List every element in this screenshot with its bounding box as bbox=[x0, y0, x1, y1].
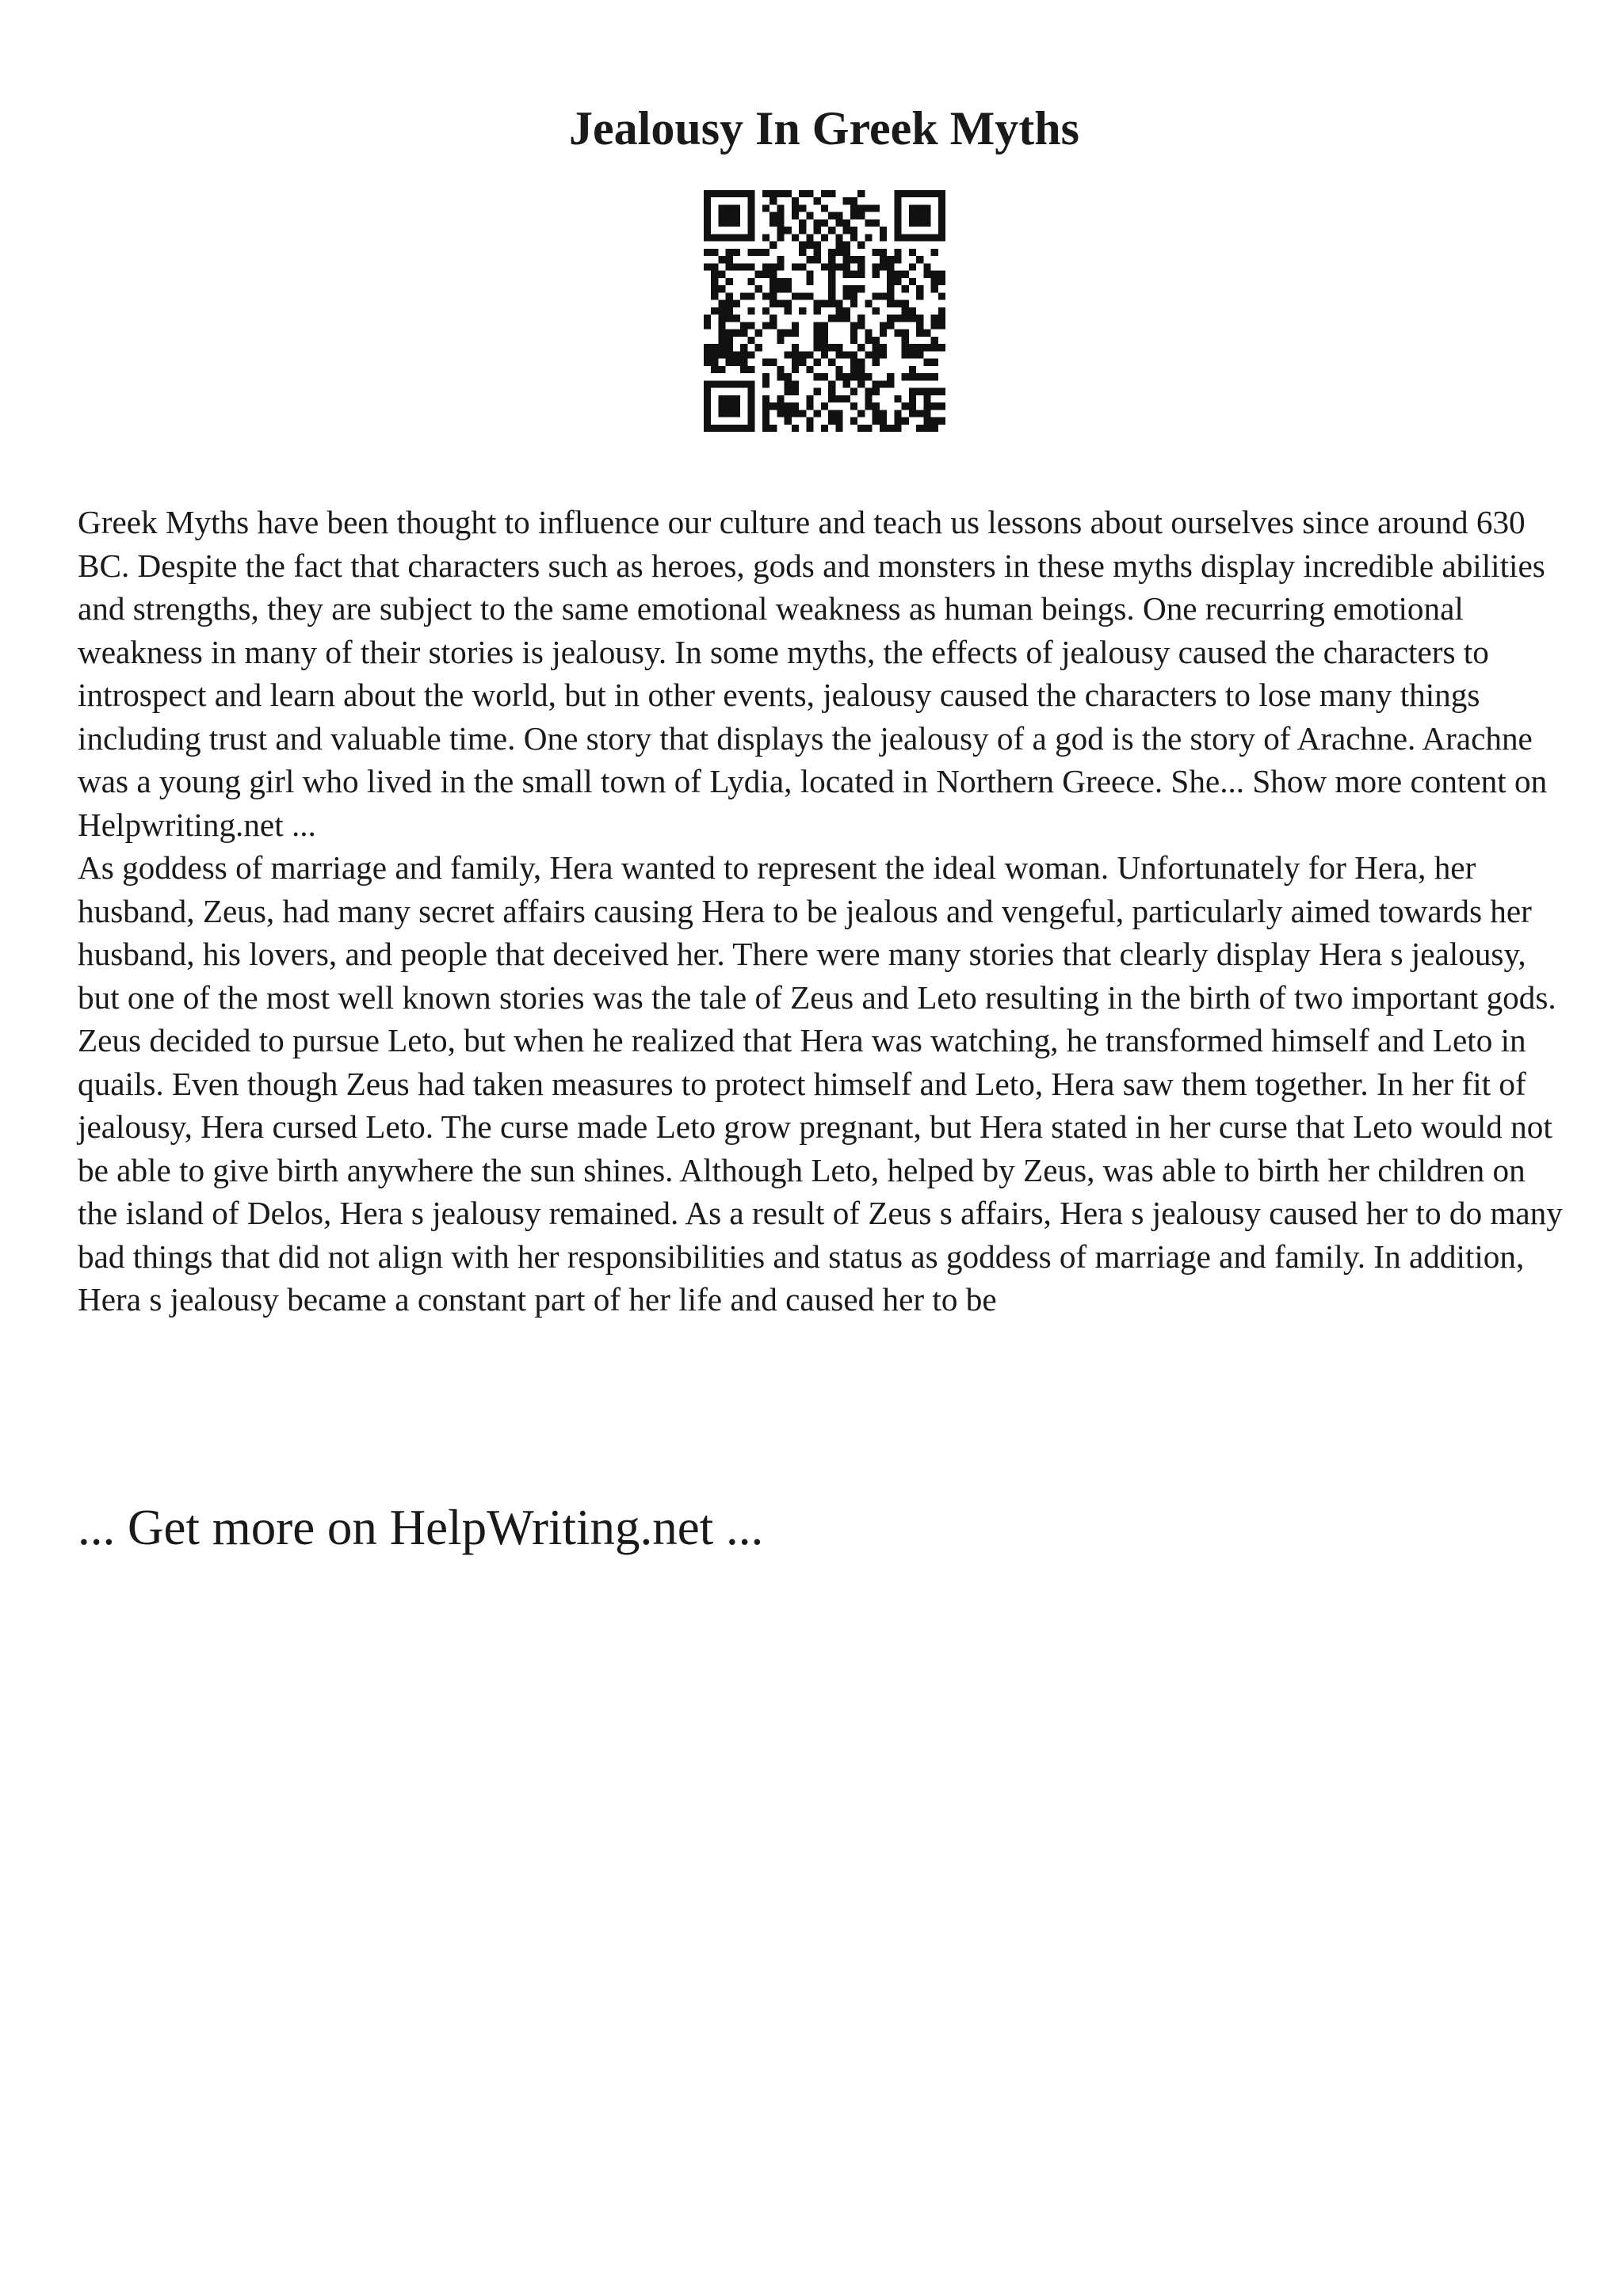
article-body bbox=[78, 501, 1568, 1322]
page-title: Jealousy In Greek Myths bbox=[569, 102, 1079, 154]
get-more-link[interactable]: ... Get more on HelpWriting.net ... bbox=[78, 1500, 764, 1555]
paragraph: Greek Myths have been thought to influence our culture and teach us lessons about ourselves since around 630 BC. Despite the fact that characters such as heroes, gods and monsters in these myths display incredible abilities and strengths, they are subject to the same emotional weakness as human beings. One recurring emotional weakness in many of their stories is jealousy. In some myths, the effects of jealousy caused the characters to introspect and learn about the world, but in other events, jealousy caused the characters to lose many things including trust and valuable time. One story that displays the jealousy of a god is the story of Arachne. Arachne was a young girl who lived in the small town of Lydia, located in Northern Greece. She... Show more content on Helpwriting.net ... bbox=[78, 504, 1548, 843]
paragraph: As goddess of marriage and family, Hera wanted to represent the ideal woman. Unfortunately for Hera, her husband, Zeus, had many secret affairs causing Hera to be jealous and vengeful, particularly aimed towards her husband, his lovers, and people that deceived her. There were many stories that clearly display Hera s jealousy, but one of the most well known stories was the tale of Zeus and Leto resulting in the birth of two important gods. Zeus decided to pursue Leto, but when he realized that Hera was watching, he transformed himself and Leto in quails. Even though Zeus had taken measures to protect himself and Leto, Hera saw them together. In her fit of jealousy, Hera cursed Leto. The curse made Leto grow pregnant, but Hera stated in her curse that Leto would not be able to give birth anywhere the sun shines. Although Leto, helped by Zeus, was able to birth her children on the island of Delos, Hera s jealousy remained. As a result of Zeus s affairs, Hera s jealousy caused her to do many bad things that did not align with her responsibilities and status as goddess of marriage and family. In addition, Hera s jealousy became a constant part of her life and caused her to be bbox=[78, 849, 1563, 1318]
qr-code-icon bbox=[704, 190, 945, 432]
